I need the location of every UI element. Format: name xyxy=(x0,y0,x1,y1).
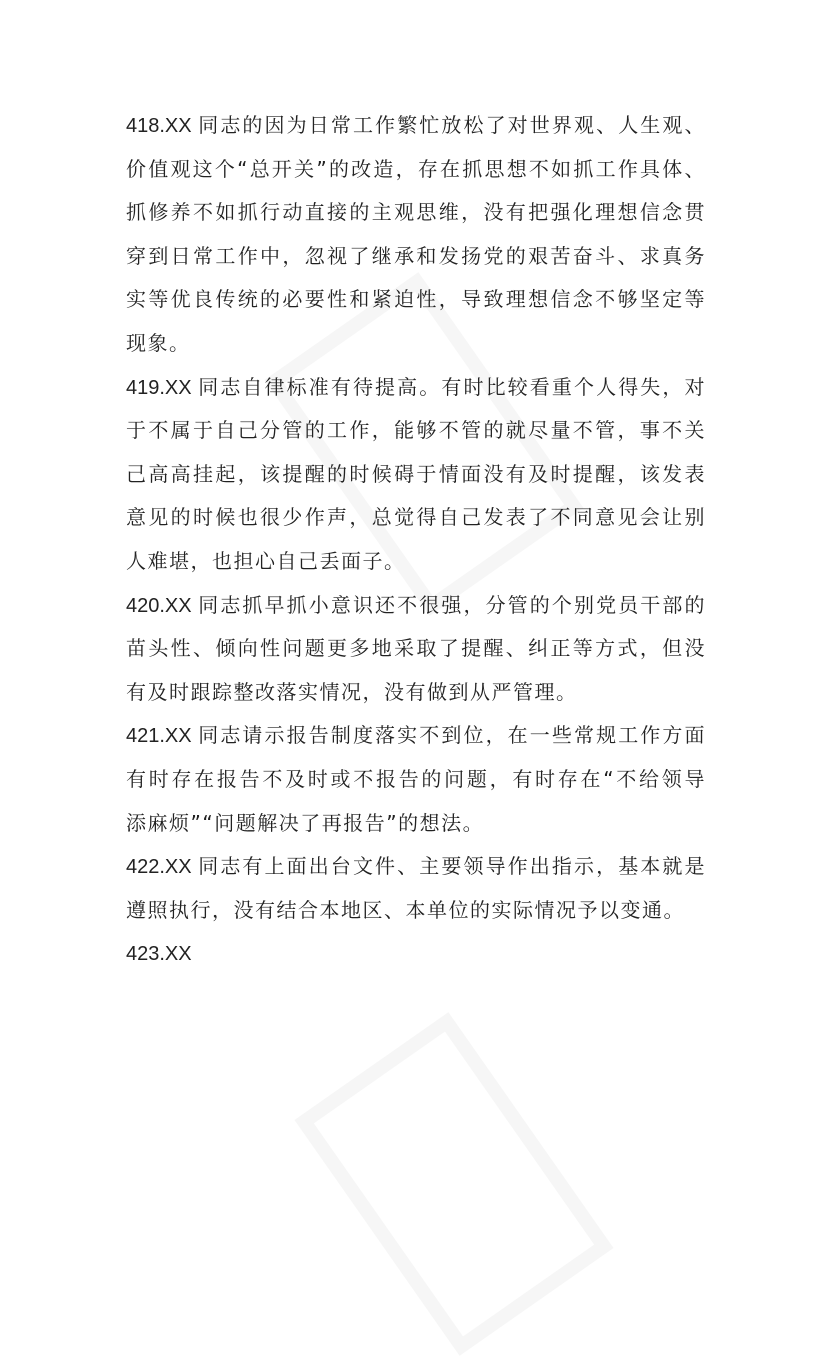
text-line xyxy=(126,802,706,846)
text-line xyxy=(126,409,706,453)
item-number: 423.XX xyxy=(126,943,192,966)
line-text: 同志请示报告制度落实不到位，在一些常规工作方面 xyxy=(197,723,706,748)
line-text: 同志抓早抓小意识还不很强，分管的个别党员干部的 xyxy=(197,592,706,617)
text-line xyxy=(126,932,706,976)
item-number: 419.XX xyxy=(126,376,192,399)
line-text: 同志的因为日常工作繁忙放松了对世界观、人生观、 xyxy=(197,113,706,137)
text-line xyxy=(126,191,706,235)
line-text: 己高高挂起，该提醒的时候碍于情面没有及时提醒，该发表 xyxy=(126,461,706,486)
paragraph xyxy=(126,845,706,932)
paragraph xyxy=(126,584,706,715)
item-number: 421.XX xyxy=(126,725,192,748)
text-line xyxy=(126,627,706,671)
paragraph xyxy=(126,366,706,584)
text-line xyxy=(126,889,706,933)
item-number: 420.XX xyxy=(126,594,192,617)
text-line xyxy=(126,148,706,192)
text-line xyxy=(126,845,706,889)
line-text: 意见的时候也很少作声，总觉得自己发表了不同意见会让别 xyxy=(126,505,706,530)
line-text: 价值观这个“总开关”的改造，存在抓思想不如抓工作具体、 xyxy=(126,156,706,181)
line-text: 有时存在报告不及时或不报告的问题，有时存在“不给领导 xyxy=(126,766,706,791)
text-line xyxy=(126,453,706,497)
line-text: 苗头性、倾向性问题更多地采取了提醒、纠正等方式，但没 xyxy=(126,636,706,661)
line-text: 抓修养不如抓行动直接的主观思维，没有把强化理想信念贯 xyxy=(126,200,706,225)
text-line xyxy=(126,671,706,715)
line-text: 人难堪，也担心自己丢面子。 xyxy=(126,548,406,573)
item-number: 418.XX xyxy=(126,115,192,137)
document-body xyxy=(126,104,706,976)
text-line xyxy=(126,714,706,758)
text-line xyxy=(126,104,706,148)
line-text: 添麻烦”“问题解决了再报告”的想法。 xyxy=(126,810,485,835)
text-line xyxy=(126,366,706,410)
line-text: 同志自律标准有待提高。有时比较看重个人得失，对 xyxy=(197,374,706,399)
text-line xyxy=(126,496,706,540)
watermark xyxy=(294,1012,613,1356)
item-number: 422.XX xyxy=(126,856,192,879)
text-line xyxy=(126,584,706,628)
line-text: 遵照执行，没有结合本地区、本单位的实际情况予以变通。 xyxy=(126,897,685,922)
paragraph xyxy=(126,714,706,845)
text-line xyxy=(126,278,706,322)
paragraph xyxy=(126,932,706,976)
text-line xyxy=(126,322,706,366)
line-text: 于不属于自己分管的工作，能够不管的就尽量不管，事不关 xyxy=(126,418,706,443)
text-line xyxy=(126,235,706,279)
line-text: 同志有上面出台文件、主要领导作出指示，基本就是 xyxy=(197,854,706,879)
line-text: 有及时跟踪整改落实情况，没有做到从严管理。 xyxy=(126,679,578,704)
line-text: 穿到日常工作中，忽视了继承和发扬党的艰苦奋斗、求真务 xyxy=(126,243,706,268)
text-line xyxy=(126,758,706,802)
text-line xyxy=(126,540,706,584)
line-text: 实等优良传统的必要性和紧迫性，导致理想信念不够坚定等 xyxy=(126,287,706,312)
line-text: 现象。 xyxy=(126,330,191,355)
paragraph xyxy=(126,104,706,366)
